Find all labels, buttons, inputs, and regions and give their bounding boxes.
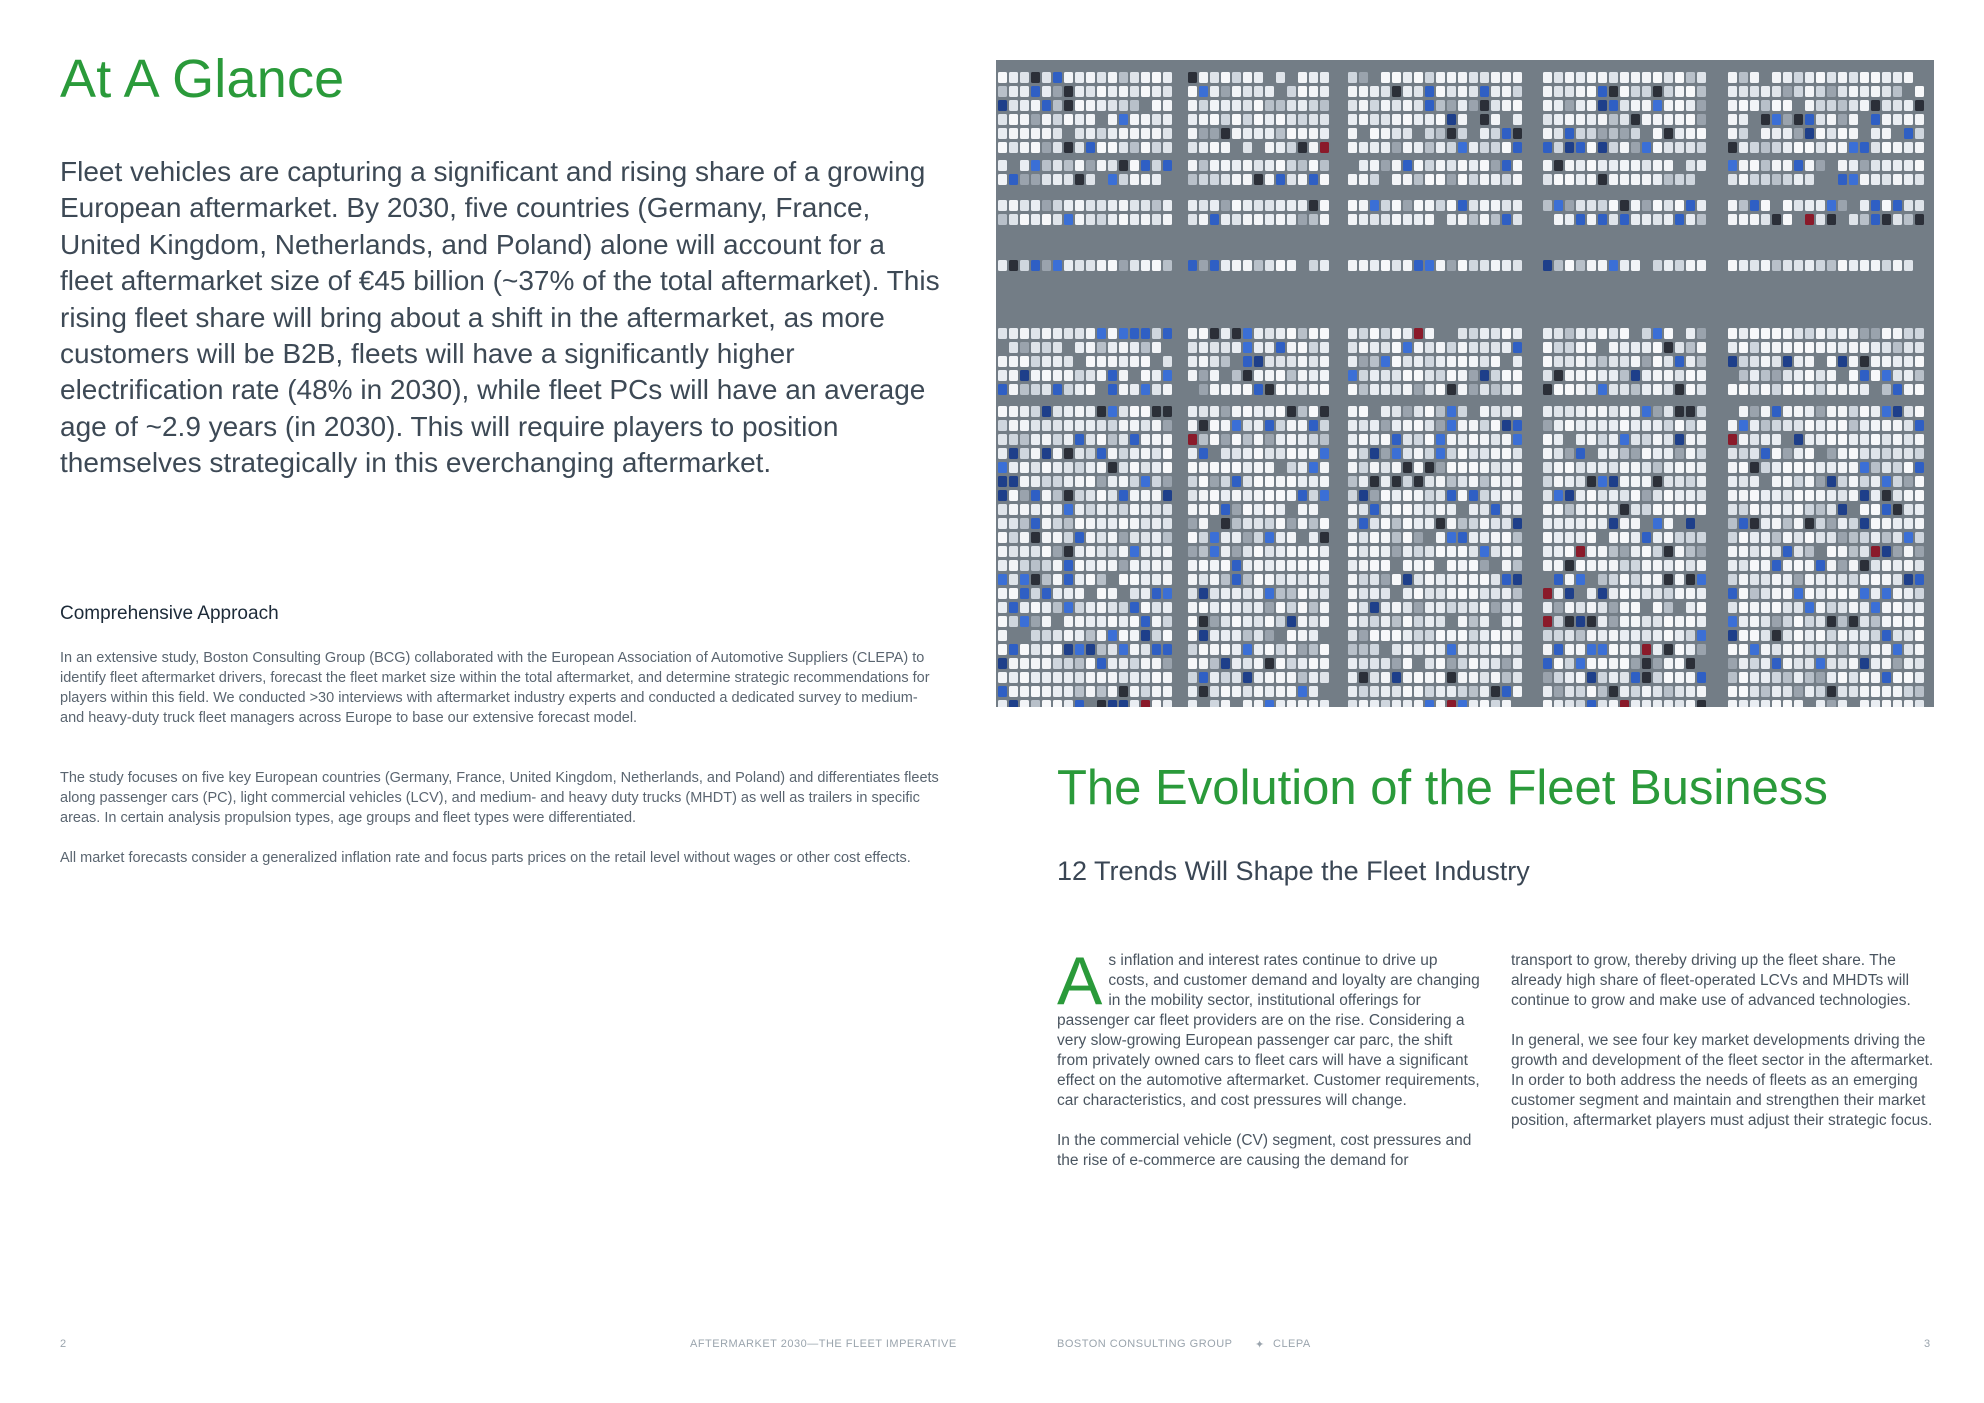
section-heading: Comprehensive Approach xyxy=(60,603,279,624)
section-subtitle: 12 Trends Will Shape the Fleet Industry xyxy=(1057,856,1530,886)
page-number-left: 2 xyxy=(60,1338,67,1350)
text-column-left xyxy=(1057,943,1482,1171)
page-number-right: 3 xyxy=(1924,1338,1931,1350)
intro-paragraph: Fleet vehicles are capturing a significant and rising share of a growing European aftermarket. By 2030, five countries (Germany, France, United Kingdom, Netherlands, and Poland) alone will account for a fleet aftermarket size of €45 billion (~37% of the total aftermarket). This rising fleet share will bring about a shift in the aftermarket, as more customers will be B2B, fleets will have a significantly higher electrification rate (48% in 2030), while fleet PCs will have an average age of ~2.9 years (in 2030). This will require players to position themselves strategically in this everchanging aftermarket. xyxy=(60,156,940,479)
text-column-right xyxy=(1511,951,1936,1131)
column-paragraph: In general, we see four key market developments driving the growth and development of the fleet sector in the aftermarket. In order to both address the needs of fleets as an emerging customer segment and maintain and strengthen their market position, aftermarket players must adjust their strategic focus. xyxy=(1511,1032,1934,1129)
running-title: AFTERMARKET 2030—THE FLEET IMPERATIVE xyxy=(690,1338,957,1350)
page-title: At A Glance xyxy=(60,49,345,109)
column-paragraph: In the commercial vehicle (CV) segment, cost pressures and the rise of e-commerce are causing the demand for xyxy=(1057,1132,1472,1169)
column-paragraph xyxy=(1057,943,1482,1111)
drop-cap: A xyxy=(1057,943,1103,1019)
parking-lot-photo xyxy=(996,60,1934,707)
column-text: s inflation and interest rates continue to drive up costs, and customer demand and loyalty are changing in the mobility sector, institutional offerings for passenger car fleet providers are on the rise. Considering a very slow-growing European passenger car parc, the shift from privately owned cars to fleet cars will have a significant effect on the automotive aftermarket. Customer requirements, car characteristics, and cost pressures will change. xyxy=(1057,952,1480,1109)
footer-clepa: CLEPA xyxy=(1273,1338,1311,1350)
section-title: The Evolution of the Fleet Business xyxy=(1057,761,1828,815)
body-paragraph-3: All market forecasts consider a generalized inflation rate and focus parts prices on the retail level without wages or other cost effects. xyxy=(60,850,911,866)
footer-bcg: BOSTON CONSULTING GROUP xyxy=(1057,1338,1233,1350)
column-paragraph: transport to grow, thereby driving up the fleet share. The already high share of fleet-operated LCVs and MHDTs will continue to grow and make use of advanced technologies. xyxy=(1511,952,1911,1009)
body-paragraph-2: The study focuses on five key European countries (Germany, France, United Kingdom, Netherlands, and Poland) and differentiates fleets along passenger cars (PC), light commercial vehicles (LCV), and medium- and heavy duty trucks (MHDT) as well as trailers in specific areas. In certain analysis propulsion types, age groups and fleet types were differentiated. xyxy=(60,770,939,826)
body-paragraph-1: In an extensive study, Boston Consulting Group (BCG) collaborated with the European Association of Automotive Suppliers (CLEPA) to identify fleet aftermarket drivers, forecast the fleet market size within the total aftermarket, and determine strategic recommendations for players within this field. We conducted >30 interviews with aftermarket industry experts and conducted a dedicated survey to medium- and heavy-duty truck fleet managers across Europe to base our extensive forecast model. xyxy=(60,650,930,726)
footer-diamond-icon: ✦ xyxy=(1255,1339,1265,1351)
parking-lot-illustration xyxy=(996,60,1934,707)
